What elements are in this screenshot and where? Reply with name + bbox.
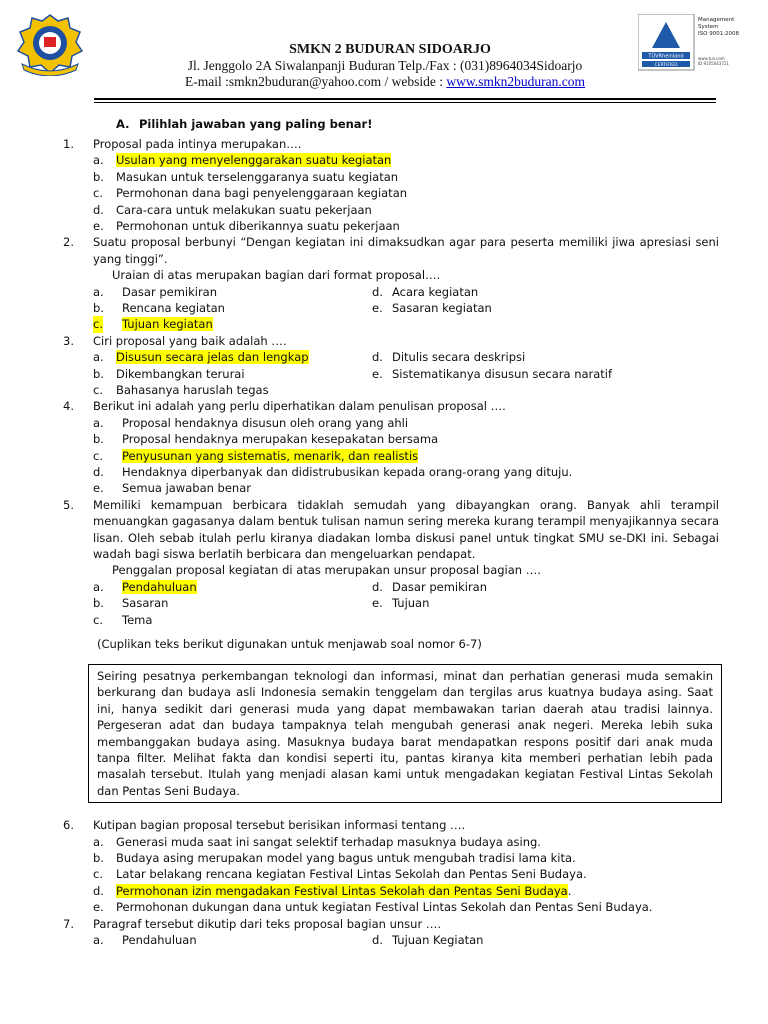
- option-text: Permohonan untuk diberikannya suatu pekerjaan: [116, 218, 400, 233]
- option-4a[interactable]: [0, 415, 768, 431]
- question-5-followup: [0, 562, 768, 578]
- option-letter: b.: [93, 169, 104, 184]
- section-heading: [0, 116, 768, 136]
- option-letter: d.: [93, 883, 104, 898]
- question-number: 2.: [63, 235, 74, 250]
- header-rule-thin: [94, 102, 716, 103]
- option-letter: a.: [93, 284, 104, 299]
- option-letter: d.: [372, 350, 383, 365]
- section-letter: A.: [116, 117, 130, 131]
- option-letter: e.: [93, 481, 104, 496]
- question-number: 1.: [63, 137, 74, 151]
- option-6e[interactable]: [0, 899, 768, 915]
- option-2e[interactable]: Sasaran kegiatan: [392, 300, 492, 315]
- option-text: Proposal hendaknya merupakan kesepakatan bersama: [122, 432, 439, 447]
- question-number: 7.: [63, 916, 74, 931]
- question-text: Ciri proposal yang baik adalah ….: [93, 333, 287, 348]
- option-2d[interactable]: Acara kegiatan: [392, 284, 479, 299]
- exam-content: [0, 116, 768, 948]
- options-5-be: [0, 595, 768, 611]
- svg-text:www.tuv.com: www.tuv.com: [698, 56, 725, 61]
- question-4: [0, 398, 768, 414]
- question-1: [0, 136, 768, 152]
- option-text: Penyusunan yang sistematis, menarik, dan realistis: [122, 448, 419, 463]
- option-5b[interactable]: Sasaran: [122, 596, 169, 611]
- option-letter: c.: [93, 382, 103, 397]
- question-text: Paragraf tersebut dikutip dari teks proposal bagian unsur ….: [93, 916, 441, 931]
- option-1d[interactable]: [0, 202, 768, 218]
- spacer: [0, 803, 768, 817]
- question-number: 5.: [63, 497, 74, 512]
- option-text: Generasi muda saat ini sangat selektif terhadap masuknya budaya asing.: [116, 834, 541, 849]
- options-7-ad: [0, 932, 768, 948]
- option-letter: c.: [93, 186, 103, 201]
- svg-text:Management: Management: [698, 17, 735, 23]
- option-letter: a.: [93, 415, 104, 430]
- option-5d[interactable]: Dasar pemikiran: [392, 579, 488, 594]
- header-rule: [94, 98, 716, 100]
- question-text: Kutipan bagian proposal tersebut berisikan informasi tentang ….: [93, 818, 466, 833]
- options-3-ad: [0, 349, 768, 365]
- option-6c[interactable]: [0, 866, 768, 882]
- iso-certificate-badge: [638, 14, 756, 72]
- option-text: Permohonan dana bagi penyelenggaraan kegiatan: [116, 186, 408, 201]
- option-3d[interactable]: Ditulis secara deskripsi: [392, 350, 526, 365]
- question-2-followup: [0, 267, 768, 283]
- options-3-c: [0, 382, 768, 398]
- option-letter: c.: [93, 317, 103, 332]
- svg-text:CERTIFIED: CERTIFIED: [654, 63, 678, 68]
- option-letter: b.: [93, 300, 104, 315]
- option-3c[interactable]: Bahasanya haruslah tegas: [116, 382, 269, 397]
- option-7a[interactable]: Pendahuluan: [122, 932, 197, 947]
- reading-passage: Seiring pesatnya perkembangan teknologi dan informasi, minat dan perhatian generasi muda semakin berkurang dan budaya asli Indonesia semakin tenggelam dan tergilas arus kuatnya budaya asing. Saat ini, hanya sedikit dari generasi muda yang dapat membawakan tarian daerah atau tradisi lainnya. Pergeseran adat dan budaya tampaknya telah mengubah generasi anak negeri. Mereka lebih suka membanggakan budaya asing. Masuknya budaya barat mendapatkan respons positif dari anak muda tanpa filter. Melihat fakta dan kondisi seperti itu, pantas kiranya kita memberi perhatian lebih pada masalah tersebut. Itulah yang menjadi alasan kami untuk mengadakan kegiatan Festival Lintas Sekolah dan Pentas Seni Budaya.: [88, 664, 722, 803]
- question-3: [0, 333, 768, 349]
- svg-text:ISO 9001:2008: ISO 9001:2008: [698, 31, 740, 37]
- option-1a[interactable]: [0, 152, 768, 168]
- option-2c[interactable]: Tujuan kegiatan: [122, 317, 213, 332]
- option-letter: d.: [93, 202, 104, 217]
- option-4c[interactable]: [0, 448, 768, 464]
- option-5a[interactable]: Pendahuluan: [122, 579, 197, 594]
- option-letter: c.: [93, 612, 103, 627]
- school-address: Jl. Jenggolo 2A Siwalanpanji Buduran Telp./Fax : (031)8964034Sidoarjo: [187, 58, 583, 73]
- question-text: Uraian di atas merupakan bagian dari format proposal….: [112, 268, 441, 283]
- question-5: [0, 497, 768, 563]
- school-contact: [150, 74, 620, 90]
- option-1e[interactable]: [0, 218, 768, 234]
- question-text: Berikut ini adalah yang perlu diperhatikan dalam penulisan proposal ….: [93, 399, 506, 414]
- option-6b[interactable]: [0, 850, 768, 866]
- website-link[interactable]: www.smkn2buduran.com: [446, 74, 585, 89]
- option-text: Latar belakang rencana kegiatan Festival Lintas Sekolah dan Pentas Seni Budaya.: [116, 867, 587, 882]
- option-6a[interactable]: [0, 834, 768, 850]
- option-letter: b.: [93, 432, 104, 447]
- option-letter: b.: [93, 596, 104, 611]
- school-logo-icon: [14, 12, 86, 76]
- option-letter: e.: [372, 300, 383, 315]
- letterhead: [0, 0, 768, 110]
- option-4b[interactable]: [0, 431, 768, 447]
- option-text: Usulan yang menyelenggarakan suatu kegiatan: [116, 153, 392, 168]
- contact-email: E-mail :smkn2buduran@yahoo.com / webside :: [185, 74, 447, 89]
- option-5e[interactable]: Tujuan: [392, 596, 430, 611]
- option-1b[interactable]: [0, 169, 768, 185]
- school-name: SMKN 2 BUDURAN SIDOARJO: [289, 42, 491, 57]
- options-3-be: [0, 366, 768, 382]
- option-1c[interactable]: [0, 185, 768, 201]
- option-letter: d.: [93, 464, 104, 479]
- question-7: [0, 916, 768, 932]
- options-2-ad: [0, 284, 768, 300]
- note-text: (Cuplikan teks berikut digunakan untuk menjawab soal nomor 6-7): [97, 636, 482, 651]
- option-5c[interactable]: Tema: [122, 612, 153, 627]
- svg-text:ID 9105043721: ID 9105043721: [698, 61, 729, 66]
- option-text: Proposal hendaknya disusun oleh orang yang ahli: [122, 415, 409, 430]
- option-letter: a.: [93, 834, 104, 849]
- question-text: Suatu proposal berbunyi “Dengan kegiatan ini dimaksudkan agar para peserta memiliki jiwa apresiasi seni yang tinggi”.: [93, 235, 719, 266]
- option-letter: a.: [93, 350, 104, 365]
- question-text: Penggalan proposal kegiatan di atas merupakan unsur proposal bagian ….: [112, 563, 541, 578]
- option-letter: e.: [93, 900, 104, 915]
- question-6: [0, 817, 768, 833]
- option-letter: e.: [93, 218, 104, 233]
- option-letter: c.: [93, 448, 103, 463]
- option-letter: e.: [372, 366, 383, 381]
- svg-text:TÜVRheinland: TÜVRheinland: [648, 53, 684, 60]
- option-letter: a.: [93, 153, 104, 168]
- option-7d[interactable]: Tujuan Kegiatan: [392, 932, 484, 947]
- option-letter: b.: [93, 366, 104, 381]
- section-instruction: Pilihlah jawaban yang paling benar!: [139, 117, 373, 131]
- option-6d[interactable]: [0, 883, 768, 899]
- option-text: Permohonan dukungan dana untuk kegiatan Festival Lintas Sekolah dan Pentas Seni Budaya.: [116, 900, 653, 915]
- option-letter: d.: [372, 579, 383, 594]
- question-number: 6.: [63, 818, 74, 833]
- option-3e[interactable]: Sistematikanya disusun secara naratif: [392, 366, 613, 381]
- option-3b[interactable]: Dikembangkan terurai: [116, 366, 245, 381]
- question-number: 3.: [63, 333, 74, 348]
- option-text: Hendaknya diperbanyak dan didistrubusikan kepada orang-orang yang dituju.: [122, 464, 573, 479]
- option-letter: a.: [93, 579, 104, 594]
- question-number: 4.: [63, 399, 74, 414]
- option-4d[interactable]: [0, 464, 768, 480]
- option-text: Masukan untuk terselenggaranya suatu kegiatan: [116, 169, 399, 184]
- option-letter: d.: [372, 932, 383, 947]
- options-2-c: [0, 316, 768, 332]
- option-letter: c.: [93, 867, 103, 882]
- option-text: Permohonan izin mengadakan Festival Lintas Sekolah dan Pentas Seni Budaya: [116, 883, 568, 898]
- option-text: Cara-cara untuk melakukan suatu pekerjaan: [116, 202, 372, 217]
- options-5-c: [0, 612, 768, 628]
- option-letter: d.: [372, 284, 383, 299]
- option-4e[interactable]: [0, 480, 768, 496]
- option-2a[interactable]: Dasar pemikiran: [122, 284, 218, 299]
- option-text: Budaya asing merupakan model yang bagus untuk mengubah tradisi lama kita.: [116, 850, 576, 865]
- option-letter: b.: [93, 850, 104, 865]
- question-text: Memiliki kemampuan berbicara tidaklah semudah yang dibayangkan orang. Banyak ahli terampil menuangkan gagasanya dalam bentuk tulisan namun sering mereka kurang terampil menyajikannya secara lisan. Oleh sebab itulah perlu kiranya diadakan lomba diskusi panel untuk tingkat SMU se-DKI ini. Sebagai wadah bagi siswa berlatih berbicara dan mengeluarkan pendapat.: [93, 497, 719, 561]
- option-letter: e.: [372, 596, 383, 611]
- svg-text:System: System: [698, 24, 719, 30]
- option-2b[interactable]: Rencana kegiatan: [122, 300, 225, 315]
- tuv-certified-icon: [638, 14, 756, 72]
- question-text: Proposal pada intinya merupakan….: [93, 137, 302, 151]
- options-5-ad: [0, 579, 768, 595]
- options-2-be: [0, 300, 768, 316]
- question-2: [0, 234, 768, 267]
- option-text: Semua jawaban benar: [122, 481, 251, 496]
- option-3a[interactable]: Disusun secara jelas dan lengkap: [116, 350, 309, 365]
- option-text-tail: .: [567, 883, 572, 898]
- option-letter: a.: [93, 932, 104, 947]
- passage-note: [0, 636, 768, 658]
